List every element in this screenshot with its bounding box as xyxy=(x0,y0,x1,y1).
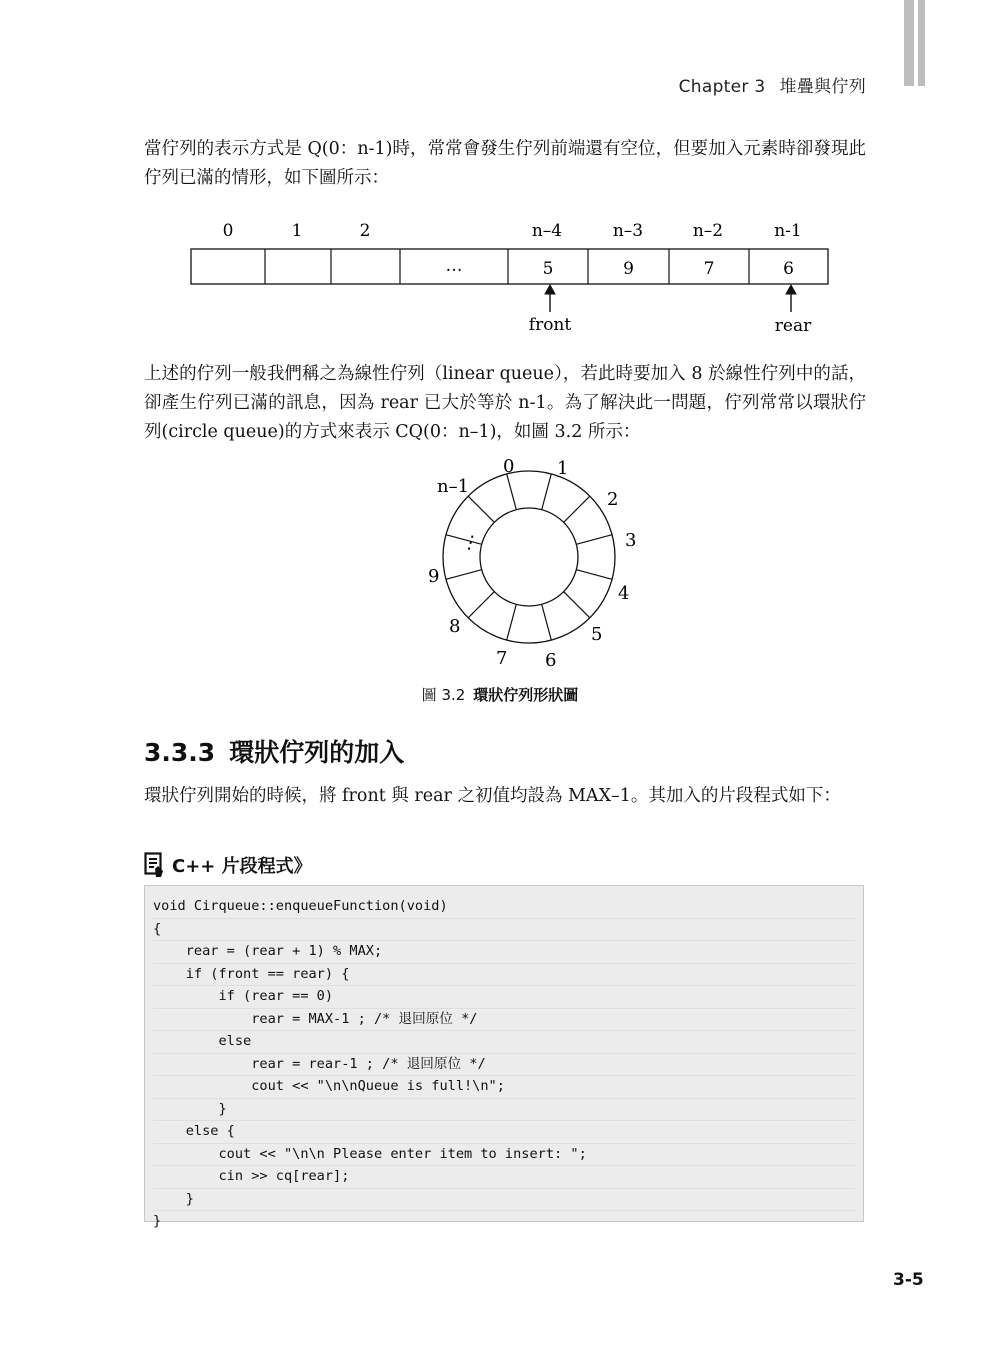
queue-index-label: 0 xyxy=(222,221,234,241)
code-line: } xyxy=(153,1099,855,1122)
figure-number: 圖 3.2 xyxy=(421,686,466,704)
ring-label-1: 1 xyxy=(557,458,569,479)
code-line: else { xyxy=(153,1121,855,1144)
ring-label-0: 0 xyxy=(503,456,515,477)
ring-divider xyxy=(542,604,552,640)
front-label: front xyxy=(528,315,572,335)
ring-divider xyxy=(507,604,517,640)
code-line: rear = MAX-1 ; /* 退回原位 */ xyxy=(153,1009,855,1032)
code-label xyxy=(144,852,312,878)
queue-cell-value: … xyxy=(445,256,463,276)
code-line: if (front == rear) { xyxy=(153,964,855,987)
ring-divider xyxy=(564,496,590,522)
code-line: } xyxy=(153,1189,855,1212)
figure-caption-text: 環狀佇列形狀圖 xyxy=(473,686,579,704)
code-line: if (rear == 0) xyxy=(153,986,855,1009)
code-block xyxy=(144,885,864,1229)
ring-label-2: 2 xyxy=(607,489,619,510)
ring-divider xyxy=(446,570,482,580)
ring-label-3: 3 xyxy=(625,530,637,551)
ring-divider xyxy=(468,496,494,522)
queue-index-label: 1 xyxy=(291,221,303,241)
figure-caption xyxy=(0,684,1000,705)
code-line: rear = rear-1 ; /* 退回原位 */ xyxy=(153,1054,855,1077)
paragraph-linear-queue: 上述的佇列一般我們稱之為線性佇列（linear queue），若此時要加入 8 於線性佇列中的話，卻產生佇列已滿的訊息，因為 rear 已大於等於 n-1。為了解決此一問題，佇列常常以環狀佇列(circle queue)的方式來表示 CQ(0：n–1)，如圖 3.2 所示： xyxy=(144,364,866,442)
ring-label-9: 9 xyxy=(428,566,440,587)
ring-divider xyxy=(564,592,590,618)
code-document-icon xyxy=(144,852,166,878)
queue-cell-value: 6 xyxy=(783,259,794,279)
paragraph-circle-enqueue: 環狀佇列開始的時候，將 front 與 rear 之初值均設為 MAX–1。其加入的片段程式如下： xyxy=(144,786,841,806)
queue-index-label: 2 xyxy=(359,221,371,241)
queue-index-label: n–2 xyxy=(692,221,724,241)
rear-label: rear xyxy=(774,316,812,336)
ring-label-7: 7 xyxy=(496,648,508,669)
ring-divider xyxy=(576,535,612,545)
section-number: 3.3.3 xyxy=(144,738,216,767)
code-line: cout << "\n\nQueue is full!\n"; xyxy=(153,1076,855,1099)
queue-index-label: n–4 xyxy=(531,221,563,241)
queue-index-label: n–3 xyxy=(612,221,644,241)
inner-ring xyxy=(480,508,578,606)
ring-label-n-1: n–1 xyxy=(437,476,470,497)
ring-label-5: 5 xyxy=(591,624,603,645)
queue-cell-value: 5 xyxy=(542,259,554,279)
section-heading xyxy=(144,733,404,769)
chapter-number: Chapter 3 xyxy=(678,77,766,97)
chapter-title: 堆疊與佇列 xyxy=(779,77,866,97)
ring-label-8: 8 xyxy=(449,616,461,637)
code-line: } xyxy=(153,1213,162,1229)
code-label-text: C++ 片段程式》 xyxy=(172,856,312,877)
ring-label-6: 6 xyxy=(545,650,557,671)
code-line: rear = (rear + 1) % MAX; xyxy=(153,941,855,964)
queue-cell-value: 7 xyxy=(703,259,715,279)
ring-divider xyxy=(542,474,552,510)
paragraph-intro: 當佇列的表示方式是 Q(0：n-1)時，常常會發生佇列前端還有空位，但要加入元素時卻發現此佇列已滿的情形，如下圖所示： xyxy=(144,139,866,188)
ring-divider xyxy=(468,592,494,618)
queue-cell-value: 9 xyxy=(623,259,634,279)
queue-index-label: n-1 xyxy=(774,221,802,241)
page-number: 3-5 xyxy=(893,1270,924,1290)
ring-ellipsis: ⋮ xyxy=(459,530,482,556)
code-line: else xyxy=(153,1031,855,1054)
ring-divider xyxy=(507,474,517,510)
code-line: { xyxy=(153,919,855,942)
ring-label-4: 4 xyxy=(618,583,630,604)
section-title: 環狀佇列的加入 xyxy=(229,738,405,767)
code-line: cout << "\n\n Please enter item to insert: "; xyxy=(153,1144,855,1167)
code-line: void Cirqueue::enqueueFunction(void) xyxy=(153,896,855,919)
code-line: cin >> cq[rear]; xyxy=(153,1166,855,1189)
ring-divider xyxy=(576,570,612,580)
